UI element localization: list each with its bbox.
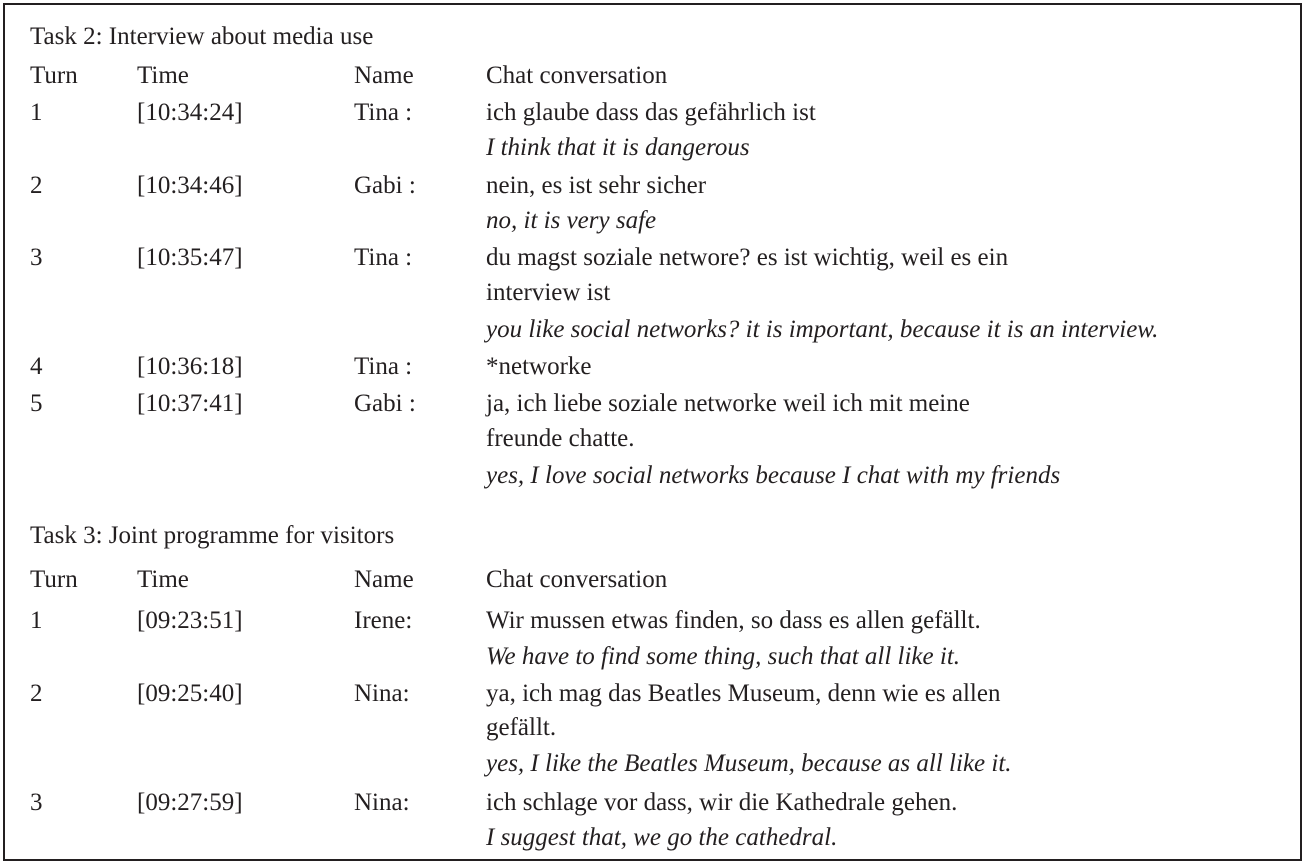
speaker-name: Tina :	[354, 99, 413, 126]
task3-header-name: Name	[354, 566, 414, 593]
turn-number: 4	[30, 353, 43, 380]
timestamp: [09:27:59]	[137, 789, 243, 816]
chat-translation: I suggest that, we go the cathedral.	[486, 824, 838, 851]
task3-header-time: Time	[137, 566, 189, 593]
speaker-name: Nina:	[354, 789, 410, 816]
chat-translation: yes, I like the Beatles Museum, because as all like it.	[486, 750, 1012, 777]
turn-number: 3	[30, 789, 43, 816]
transcript-table	[3, 3, 1302, 861]
task2-title: Task 2: Interview about media use	[30, 23, 374, 50]
task3-title: Task 3: Joint programme for visitors	[30, 522, 395, 549]
task3-header-turn: Turn	[30, 566, 78, 593]
chat-translation: I think that it is dangerous	[486, 134, 750, 161]
speaker-name: Tina :	[354, 244, 413, 271]
turn-number: 2	[30, 680, 43, 707]
turn-number: 2	[30, 172, 43, 199]
task2-header-time: Time	[137, 62, 189, 89]
chat-message: du magst soziale networe? es ist wichtig, weil es ein	[486, 244, 1009, 271]
timestamp: [10:34:46]	[137, 172, 243, 199]
chat-message: ich glaube dass das gefährlich ist	[486, 99, 816, 126]
speaker-name: Nina:	[354, 680, 410, 707]
speaker-name: Tina :	[354, 353, 413, 380]
turn-number: 1	[30, 607, 43, 634]
timestamp: [10:36:18]	[137, 353, 243, 380]
chat-message: *networke	[486, 353, 592, 380]
chat-message-continued: gefällt.	[486, 714, 557, 741]
task2-header-chat: Chat conversation	[486, 62, 668, 89]
turn-number: 5	[30, 390, 43, 417]
task2-header-name: Name	[354, 62, 414, 89]
chat-translation: you like social networks? it is important, because it is an interview.	[486, 316, 1159, 343]
timestamp: [09:25:40]	[137, 680, 243, 707]
timestamp: [09:23:51]	[137, 607, 243, 634]
chat-translation: no, it is very safe	[486, 207, 657, 234]
chat-translation: We have to find some thing, such that all like it.	[486, 643, 961, 670]
chat-message: ya, ich mag das Beatles Museum, denn wie es allen	[486, 680, 1001, 707]
chat-message-continued: freunde chatte.	[486, 425, 635, 452]
timestamp: [10:34:24]	[137, 99, 243, 126]
chat-translation: yes, I love social networks because I chat with my friends	[486, 462, 1061, 489]
timestamp: [10:35:47]	[137, 244, 243, 271]
speaker-name: Gabi :	[354, 172, 416, 199]
chat-message: nein, es ist sehr sicher	[486, 172, 707, 199]
chat-message: ich schlage vor dass, wir die Kathedrale gehen.	[486, 789, 958, 816]
speaker-name: Gabi :	[354, 390, 416, 417]
task2-header-turn: Turn	[30, 62, 78, 89]
chat-message: ja, ich liebe soziale networke weil ich mit meine	[486, 390, 970, 417]
task3-header-chat: Chat conversation	[486, 566, 668, 593]
speaker-name: Irene:	[354, 607, 413, 634]
chat-message: Wir mussen etwas finden, so dass es allen gefällt.	[486, 607, 981, 634]
chat-message-continued: interview ist	[486, 279, 611, 306]
turn-number: 1	[30, 99, 43, 126]
turn-number: 3	[30, 244, 43, 271]
timestamp: [10:37:41]	[137, 390, 243, 417]
